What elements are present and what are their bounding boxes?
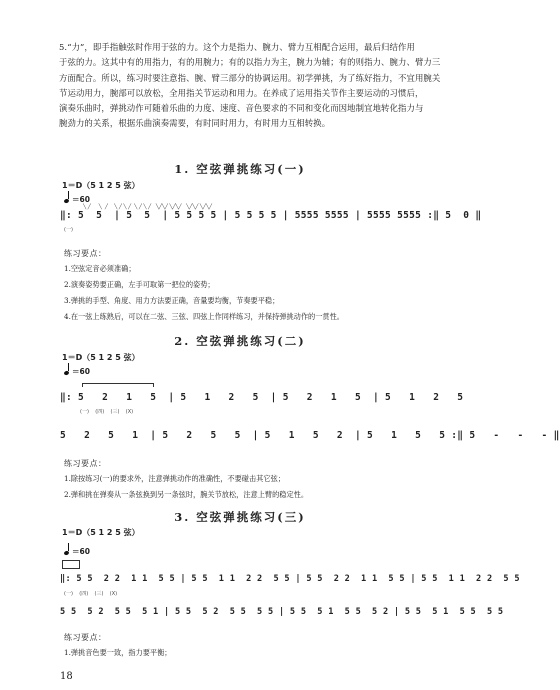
intro-line: 腕劲力的关系，根据乐曲演奏需要，有时同时用力，有时用力互相转换。 (59, 118, 331, 129)
exercise-title: 2. 空弦弹挑练习(二) (174, 334, 306, 348)
tempo-value: ＝60 (72, 367, 90, 376)
notation-row: 5 2 5 1 | 5 2 5 5 | 5 1 5 2 | 5 1 5 5 :‖ 5 - - - ‖ (60, 430, 560, 441)
page-number: 18 (60, 671, 73, 682)
note-stem (68, 363, 69, 371)
key-signature: 1＝D（5 1 2 5 弦） (62, 181, 140, 190)
notation-row: ‖: 5 2 1 5 | 5 1 2 5 | 5 2 1 5 | 5 1 2 5 (60, 392, 464, 403)
point-item: 2.弹和挑在弹奏从一条弦换到另一条弦时，腕关节放松，注意上臂的稳定性。 (64, 490, 309, 499)
intro-paragraph (59, 40, 454, 132)
intro-line: 于弦的力。这其中有的用指力，有的用腕力；有的以指力为主，腕力为辅；有的则指力、腕力、臂力三 (59, 57, 441, 68)
points-title: 练习要点： (64, 633, 107, 642)
note-stem (68, 191, 69, 199)
point-item: 1.空弦定音必须准确； (64, 264, 136, 273)
string-label: (一) (四) (三) (X) (80, 409, 134, 415)
tempo-marking (64, 546, 90, 557)
string-label: (一) (四) (三) (X) (64, 591, 118, 597)
key-signature: 1＝D（5 1 2 5 弦） (62, 353, 140, 362)
point-item: 1.除按练习(一)的要求外，注意弹挑动作的准确性，不要碰击其它弦； (64, 474, 285, 483)
point-item: 1.弹挑音色要一致，指力要平衡； (64, 648, 172, 657)
exercise-title: 1. 空弦弹挑练习(一) (174, 162, 306, 176)
point-item: 3.弹挑的手型、角度、用力方法要正确，音量要均衡，节奏要平稳； (64, 296, 280, 305)
tempo-value: ＝60 (72, 547, 90, 556)
quarter-note-icon (63, 550, 69, 555)
note-stem (68, 543, 69, 551)
bowing-marks: ╲ ╱ ╲ ╱ ╲ ╱ ╲ ╱ ╲ ╱ ╲ ╱ ╲╱╲╱ ╲╱╲╱ ╲╱╲╱ ╲╱╲╱ (80, 204, 212, 210)
tempo-value: ＝60 (72, 195, 90, 204)
intro-line: 方面配合。所以，练习时要注意指、腕、臂三部分的协调运用。初学弹挑，为了练好指力，不宜用腕关 (59, 72, 441, 83)
string-label: (一) (64, 227, 73, 233)
intro-line: 5.“力”，即手指触弦时作用于弦的力。这个力是指力、腕力、臂力互相配合运用，最后归结作用 (59, 42, 415, 52)
notation-row: ‖: 5 5 2 2 1 1 5 5 | 5 5 1 1 2 2 5 5 | 5 5 2 2 1 1 5 5 | 5 5 1 1 2 2 5 5 (60, 574, 520, 584)
tempo-marking (64, 366, 90, 377)
exercise-title: 3. 空弦弹挑练习(三) (174, 510, 306, 524)
intro-line: 演奏乐曲时，弹挑动作可随着乐曲的力度、速度、音色要求的不同和变化而因地制宜地转化指力与 (59, 103, 424, 114)
point-item: 4.在一弦上练熟后，可以在二弦、三弦、四弦上作同样练习，并保持弹挑动作的一贯性。 (64, 312, 344, 321)
points-title: 练习要点： (64, 459, 107, 468)
notation-row: 5 5 5 2 5 5 5 1 | 5 5 5 2 5 5 5 5 | 5 5 5 1 5 5 5 2 | 5 5 5 1 5 5 5 5 (60, 607, 504, 617)
intro-line: 节运动用力，腕部可以放松，全用指关节运动和用力。在养成了运用指关节作主要运动的习惯后， (59, 87, 424, 98)
notation-row: ‖: 5 5 | 5 5 | 5 5 5 5 | 5 5 5 5 | 5555 5555 | 5555 5555 :‖ 5 0 ‖ (60, 210, 482, 221)
quarter-note-icon (63, 370, 69, 375)
key-signature: 1＝D（5 1 2 5 弦） (62, 528, 140, 537)
points-title: 练习要点： (64, 249, 107, 258)
point-item: 2.演奏姿势要正确，左手可取第一把位的姿势； (64, 280, 215, 289)
bracket-box (62, 560, 80, 569)
quarter-note-icon (63, 198, 69, 203)
bracket-line (82, 383, 154, 387)
